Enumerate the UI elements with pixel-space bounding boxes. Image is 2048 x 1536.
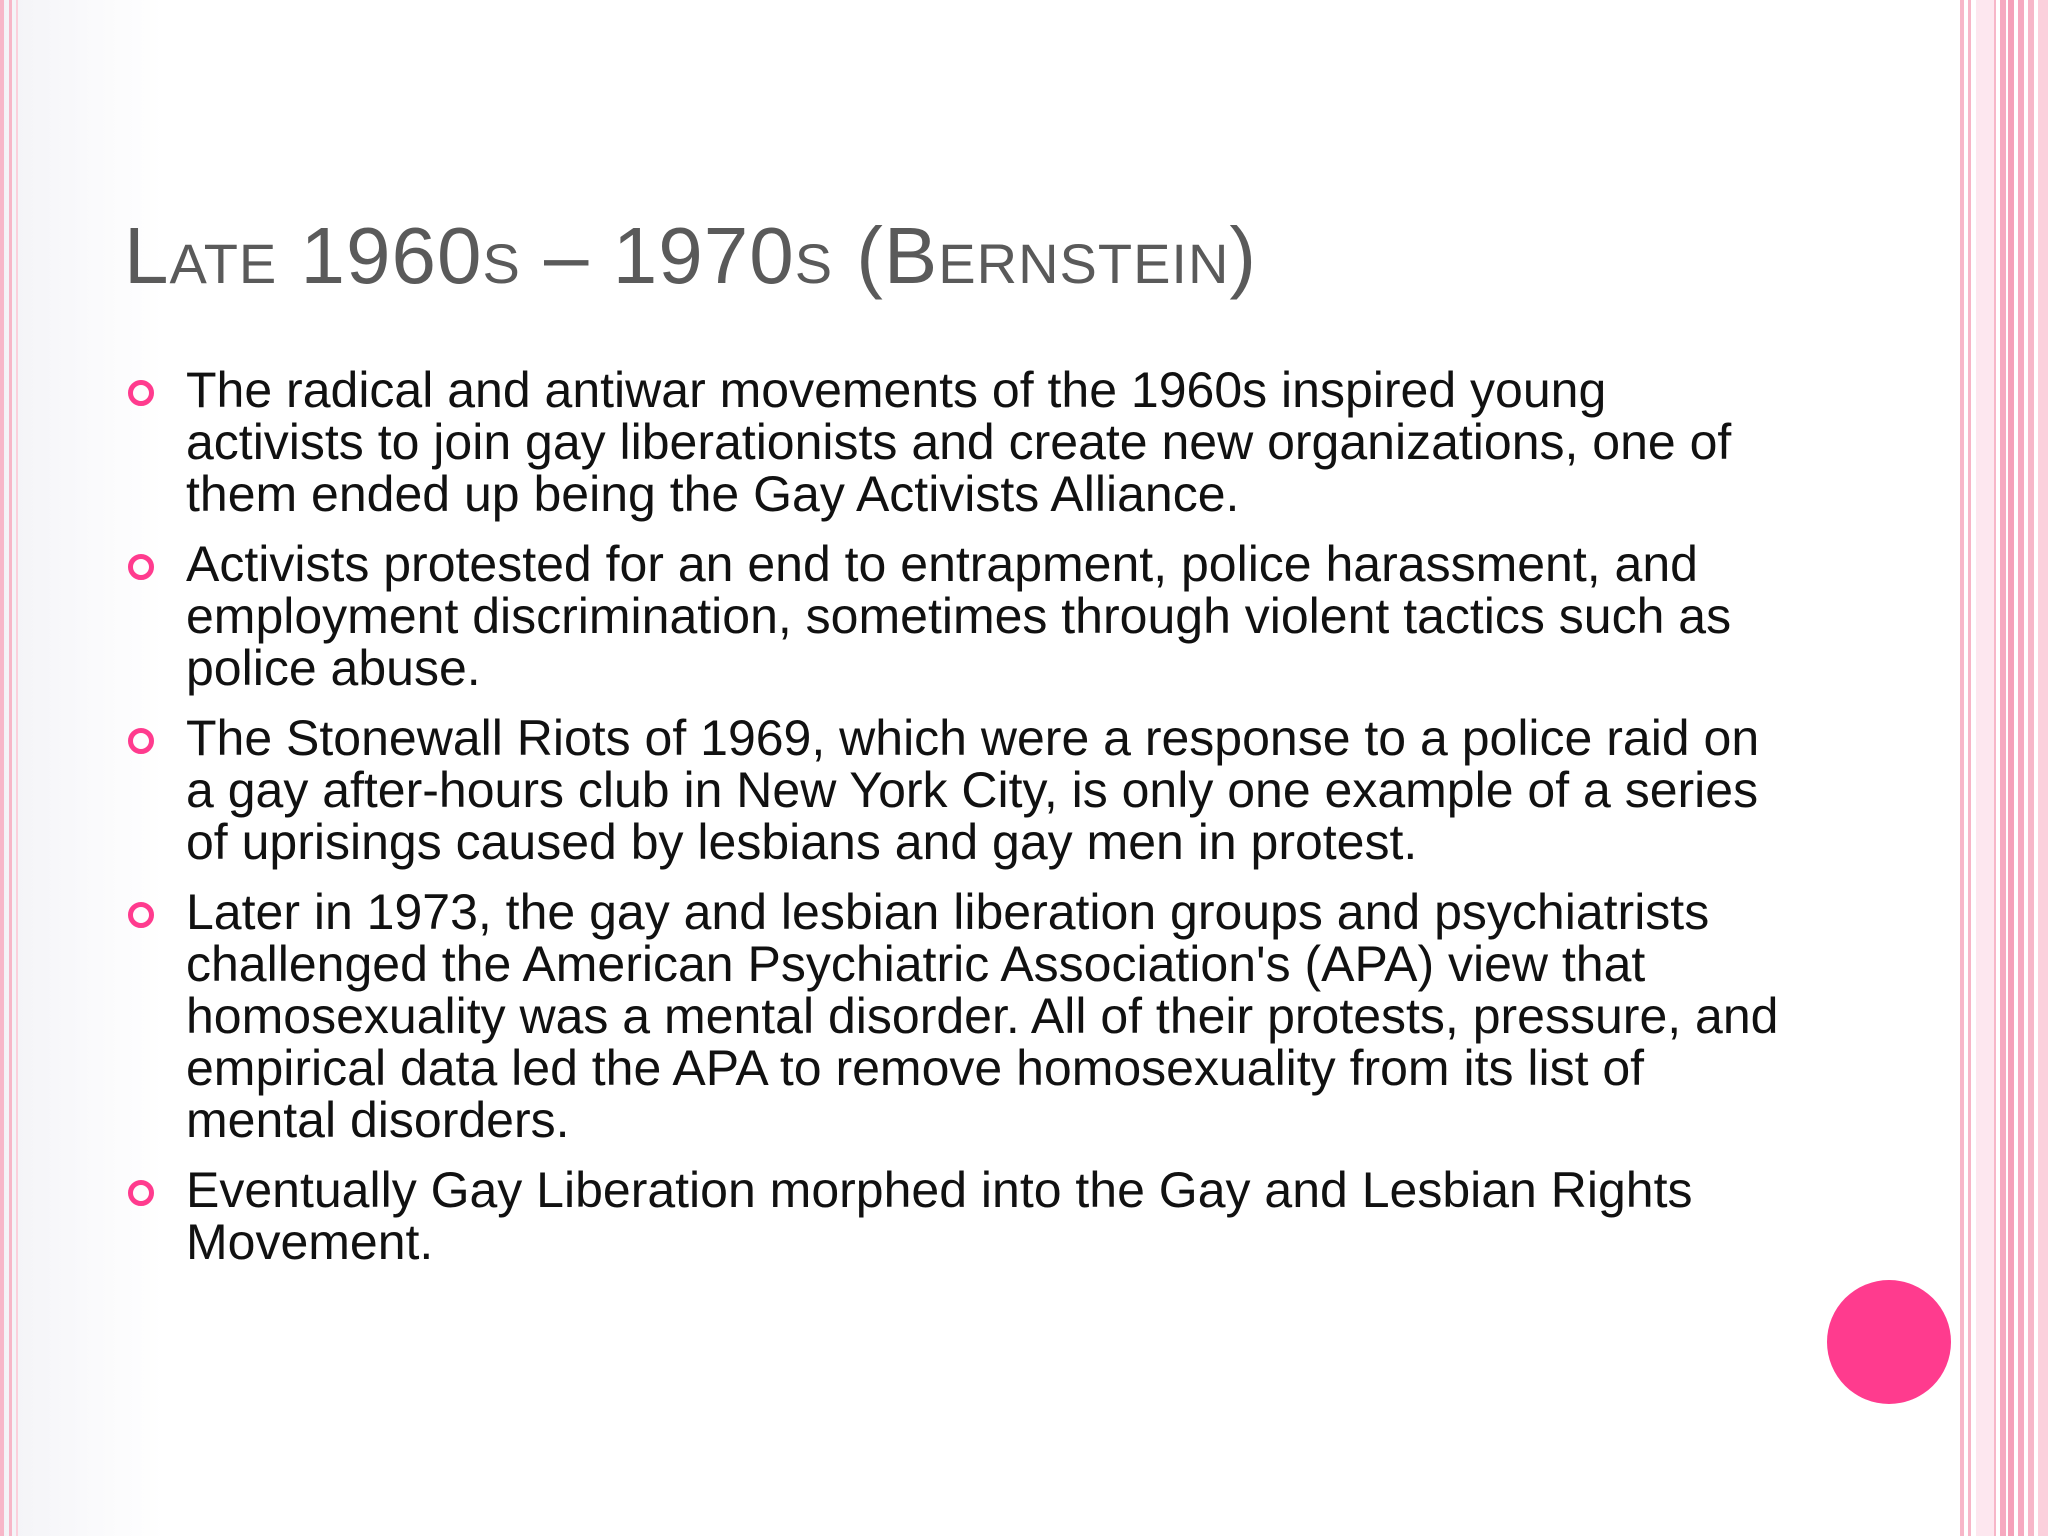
bullet-text: Eventually Gay Liberation morphed into the Gay and Lesbian Rights Movement. [186, 1162, 1693, 1270]
right-border-stripe [1976, 0, 1994, 1536]
bullet-list [124, 364, 1784, 1286]
bullet-text: Later in 1973, the gay and lesbian liberation groups and psychiatrists challenged the American Psychiatric Association's (APA) view that homosexuality was a mental disorder. All of their protests, pressure, and empirical data led the APA to remove homosexuality from its list of mental disorders. [186, 884, 1779, 1148]
bullet-ring-icon [128, 380, 154, 406]
right-border-stripe [2028, 0, 2034, 1536]
left-border-line [9, 0, 12, 1536]
right-border-stripe [1968, 0, 1971, 1536]
bullet-item [124, 538, 1784, 694]
bullet-text: Activists protested for an end to entrapment, police harassment, and employment discrimination, sometimes through violent tactics such as police abuse. [186, 536, 1732, 696]
bullet-ring-icon [128, 902, 154, 928]
bullet-ring-icon [128, 1180, 154, 1206]
left-border-line [0, 0, 4, 1536]
bullet-item [124, 886, 1784, 1146]
right-border-stripe [1960, 0, 1964, 1536]
bullet-item [124, 364, 1784, 520]
bullet-ring-icon [128, 554, 154, 580]
right-border-stripe [2038, 0, 2048, 1536]
bullet-ring-icon [128, 728, 154, 754]
right-border-stripe [2018, 0, 2024, 1536]
bullet-text: The Stonewall Riots of 1969, which were a response to a police raid on a gay after-hours club in New York City, is only one example of a series of uprisings caused by lesbians and gay men in protest. [186, 710, 1760, 870]
right-border-stripe [2000, 0, 2006, 1536]
left-border-line [16, 0, 18, 1536]
right-border-stripe [2008, 0, 2014, 1536]
bullet-text: The radical and antiwar movements of the 1960s inspired young activists to join gay liberationists and create new organizations, one of them ended up being the Gay Activists Alliance. [186, 362, 1732, 522]
pink-circle-decoration [1827, 1280, 1951, 1404]
bullet-item [124, 1164, 1784, 1268]
slide-title: Late 1960s – 1970s (Bernstein) [124, 211, 1258, 300]
bullet-item [124, 712, 1784, 868]
right-border-stripe [1994, 0, 1996, 1536]
